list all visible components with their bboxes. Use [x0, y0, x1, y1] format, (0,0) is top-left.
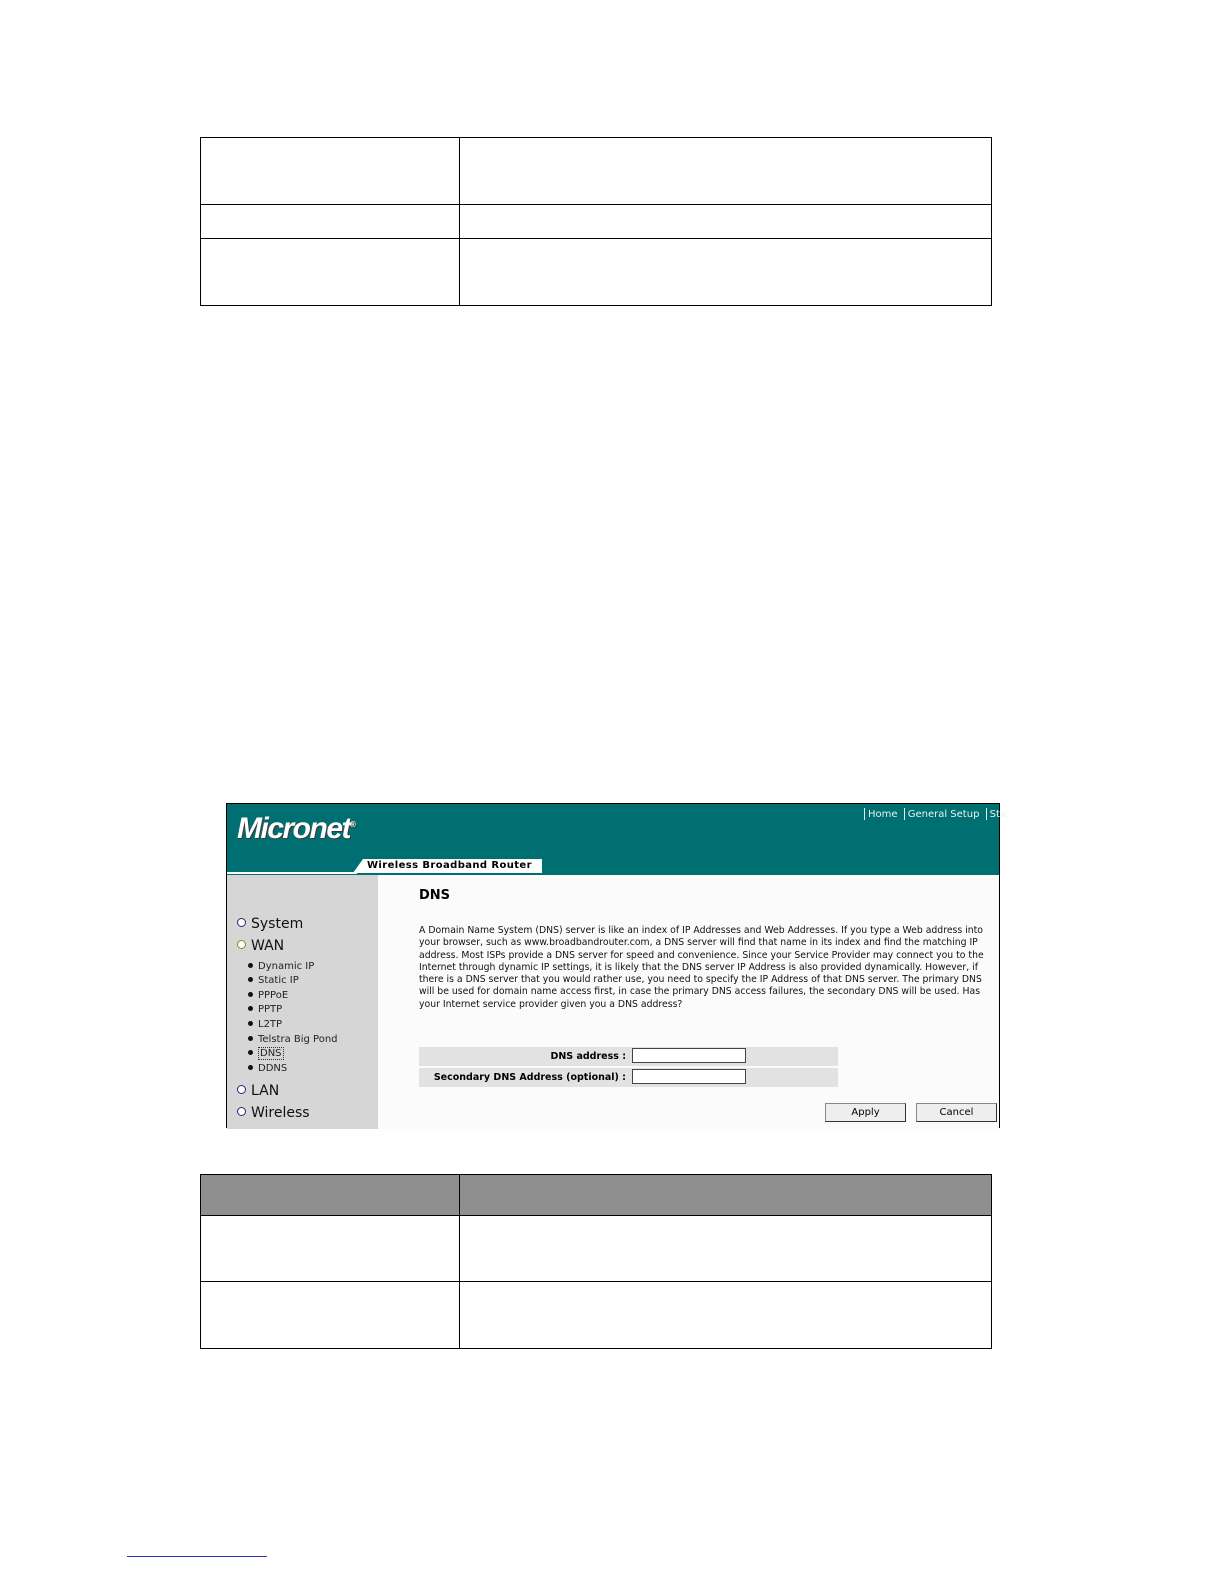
- circle-icon: [237, 940, 246, 949]
- dns-description: A Domain Name System (DNS) server is like an index of IP Addresses and Web Addresses. If you type a Web address into your browser, such as www.broadbandrouter.com, a DNS server will find that name in its index and find the matching IP address. Most ISPs provide a DNS server for speed and convenience. Since your Service Provider may connect you to the Internet through dynamic IP settings, it is likely that the DNS server IP Address is also provided dynamically. However, if there is a DNS server that you would rather use, you need to specify the IP Address of that DNS server. The primary DNS will be used for domain name access first, in case the primary DNS access failures, the secondary DNS will be used. Has your Internet service provider given you a DNS address?: [419, 925, 984, 1010]
- micronet-logo: Micronet®: [237, 812, 356, 845]
- product-subtitle: Wireless Broadband Router: [363, 859, 542, 873]
- table-cell: [460, 1282, 992, 1349]
- table-cell: [201, 138, 460, 205]
- table-cell: [201, 205, 460, 239]
- dns-address-input[interactable]: [632, 1048, 746, 1063]
- table-row: [201, 205, 992, 239]
- table-header-cell: [460, 1175, 992, 1216]
- bullet-icon: [248, 1065, 253, 1070]
- nav-general-setup-link[interactable]: General Setup: [907, 809, 980, 820]
- sidebar-subitem-pptp[interactable]: PPTP: [248, 1004, 282, 1015]
- router-screenshot: [226, 803, 1007, 1128]
- top-nav: [864, 808, 1009, 820]
- bullet-icon: [248, 1050, 253, 1055]
- circle-icon: [237, 1107, 246, 1116]
- circle-icon: [237, 1085, 246, 1094]
- table-cell: [201, 1282, 460, 1349]
- table-cell: [460, 239, 992, 306]
- parameter-table-top: [200, 137, 992, 306]
- table-row: [201, 1282, 992, 1349]
- footer-link-underline: [127, 1556, 267, 1557]
- cancel-button[interactable]: Cancel: [916, 1103, 997, 1122]
- nav-status-link[interactable]: Sta: [989, 809, 1007, 820]
- sidebar-subitem-pppoe[interactable]: PPPoE: [248, 990, 288, 1001]
- table-header-cell: [201, 1175, 460, 1216]
- bullet-icon: [248, 1036, 253, 1041]
- dns-address-label: DNS address :: [550, 1051, 626, 1062]
- main-content: [378, 875, 999, 1129]
- bullet-icon: [248, 992, 253, 997]
- table-cell: [201, 1216, 460, 1282]
- secondary-dns-input[interactable]: [632, 1069, 746, 1084]
- sidebar-item-system[interactable]: System: [237, 916, 303, 932]
- table-row: [201, 138, 992, 205]
- sidebar: [227, 875, 378, 1129]
- router-header: [227, 804, 1007, 875]
- circle-icon: [237, 918, 246, 927]
- table-cell: [460, 138, 992, 205]
- subtitle-band: [227, 859, 999, 875]
- bullet-icon: [248, 963, 253, 968]
- dns-address-row: [419, 1047, 838, 1066]
- sidebar-subitem-dynamic-ip[interactable]: Dynamic IP: [248, 961, 314, 972]
- parameter-table-bottom: [200, 1174, 992, 1349]
- bullet-icon: [248, 977, 253, 982]
- sidebar-subitem-l2tp[interactable]: L2TP: [248, 1019, 282, 1030]
- table-header-row: [201, 1175, 992, 1216]
- page-title: DNS: [419, 888, 451, 903]
- sidebar-item-wan[interactable]: WAN: [237, 938, 284, 954]
- apply-button[interactable]: Apply: [825, 1103, 906, 1122]
- sidebar-subitem-ddns[interactable]: DDNS: [248, 1063, 287, 1074]
- bullet-icon: [248, 1006, 253, 1011]
- table-cell: [460, 1216, 992, 1282]
- sidebar-subitem-dns[interactable]: DNS: [248, 1048, 284, 1059]
- secondary-dns-row: [419, 1068, 838, 1087]
- sidebar-subitem-telstra-big-pond[interactable]: Telstra Big Pond: [248, 1034, 338, 1045]
- nav-home-link[interactable]: Home: [868, 809, 898, 820]
- sidebar-item-wireless[interactable]: Wireless: [237, 1105, 310, 1121]
- table-row: [201, 1216, 992, 1282]
- table-row: [201, 239, 992, 306]
- bullet-icon: [248, 1021, 253, 1026]
- secondary-dns-label: Secondary DNS Address (optional) :: [433, 1072, 626, 1083]
- sidebar-item-lan[interactable]: LAN: [237, 1083, 279, 1099]
- table-cell: [460, 205, 992, 239]
- table-cell: [201, 239, 460, 306]
- sidebar-subitem-static-ip[interactable]: Static IP: [248, 975, 299, 986]
